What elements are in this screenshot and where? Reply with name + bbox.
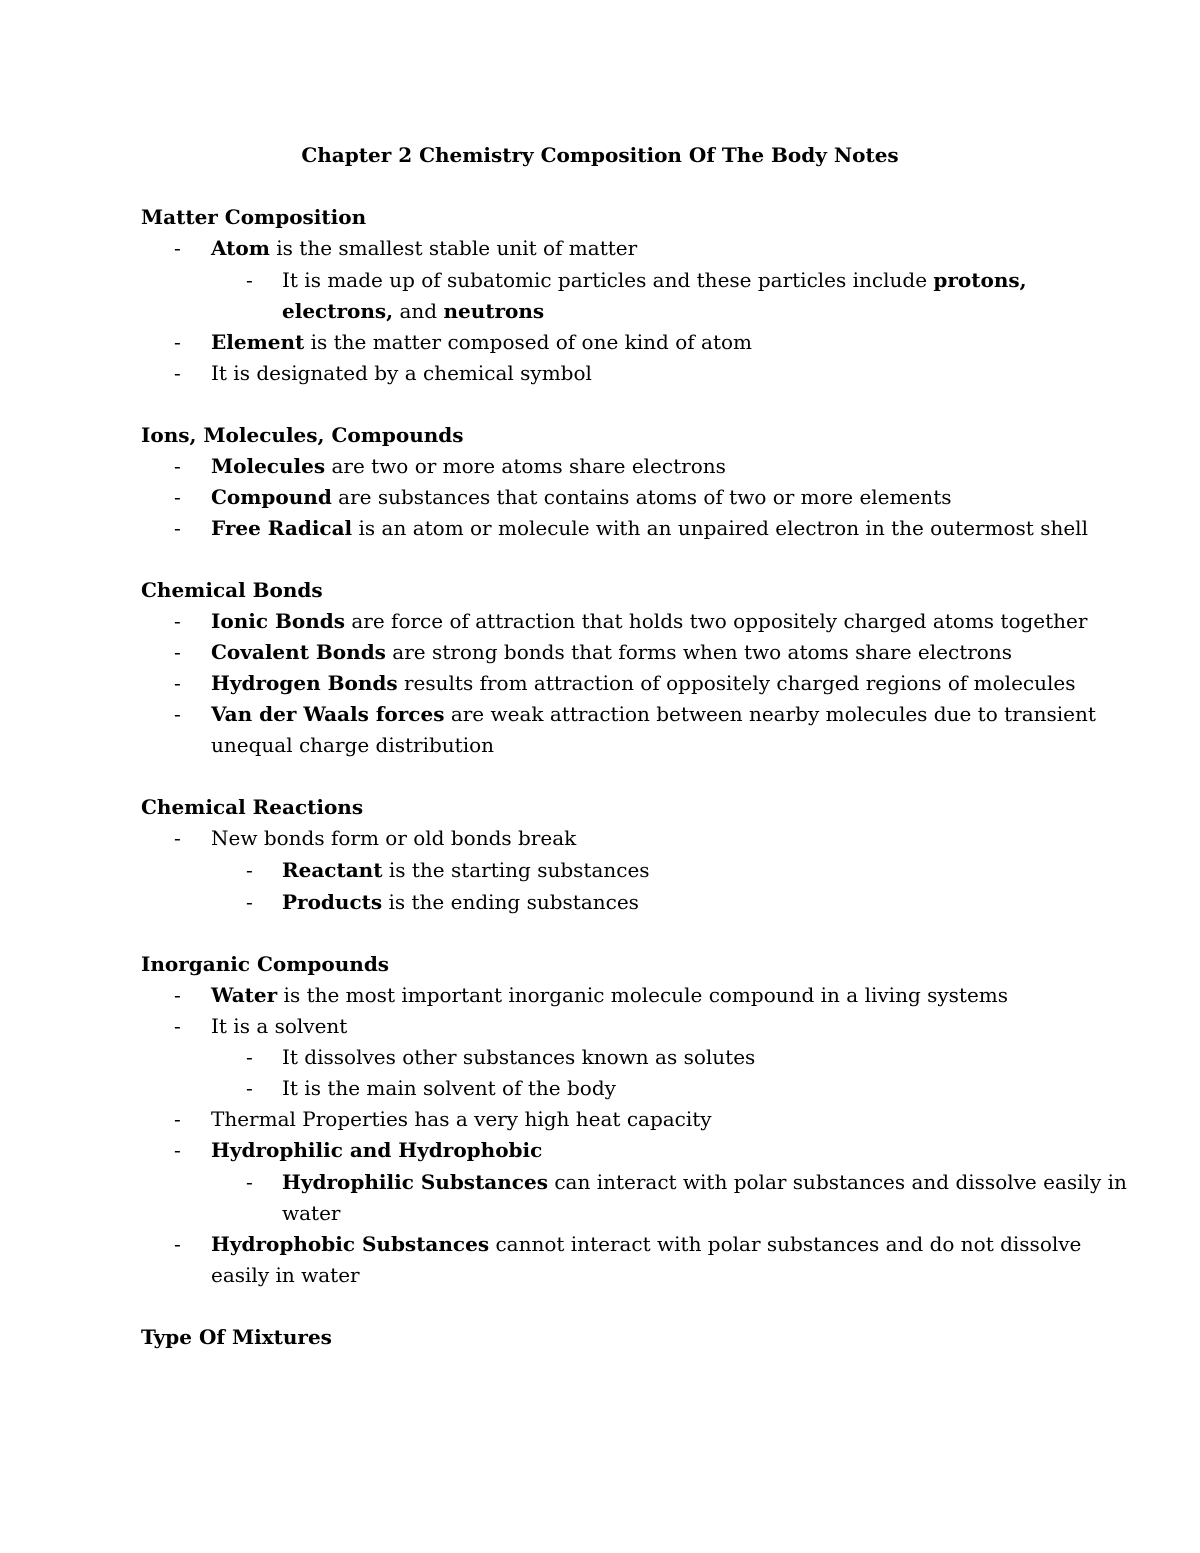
bullet-dash: - [246,1170,253,1194]
list-item: Hydrophobic Substances cannot interact with polar substances and do not dissolve [211,1232,1082,1256]
list-item: Hydrogen Bonds results from attraction of oppositely charged regions of molecules [211,671,1076,695]
bullet-dash: - [174,330,181,354]
list-item: Covalent Bonds are strong bonds that forms when two atoms share electrons [211,640,1012,664]
bullet-dash: - [174,983,181,1007]
list-item: Thermal Properties has a very high heat capacity [211,1107,712,1131]
list-item: New bonds form or old bonds break [211,826,577,850]
list-item: Products is the ending substances [282,890,639,914]
bullet-dash: - [174,1107,181,1131]
bullet-dash: - [174,826,181,850]
bullet-dash: - [174,609,181,633]
document-title: Chapter 2 Chemistry Composition Of The Body Notes [301,143,899,167]
list-item-continuation: water [282,1201,341,1225]
bullet-dash: - [246,1076,253,1100]
bullet-dash: - [246,268,253,292]
bullet-dash: - [246,1045,253,1069]
section-heading-type-of-mixtures: Type Of Mixtures [141,1325,332,1349]
list-item: It is made up of subatomic particles and these particles include protons, [282,268,1027,292]
bullet-dash: - [174,485,181,509]
list-item: Ionic Bonds are force of attraction that holds two oppositely charged atoms together [211,609,1088,633]
list-item: It is a solvent [211,1014,348,1038]
list-item: Free Radical is an atom or molecule with an unpaired electron in the outermost shell [211,516,1088,540]
list-item-continuation: easily in water [211,1263,360,1287]
section-heading-ions-molecules-compounds: Ions, Molecules, Compounds [141,423,464,447]
bullet-dash: - [174,516,181,540]
list-item-continuation: electrons, and neutrons [282,299,545,323]
bullet-dash: - [174,454,181,478]
list-item: Molecules are two or more atoms share electrons [211,454,726,478]
list-item: Atom is the smallest stable unit of matter [211,236,638,260]
bullet-dash: - [174,640,181,664]
section-heading-chemical-bonds: Chemical Bonds [141,578,323,602]
bullet-dash: - [174,236,181,260]
list-item: Van der Waals forces are weak attraction between nearby molecules due to transient [211,702,1096,726]
list-item-continuation: unequal charge distribution [211,733,495,757]
bullet-dash: - [174,1014,181,1038]
bullet-dash: - [246,890,253,914]
list-item: Reactant is the starting substances [282,858,650,882]
list-item: Compound are substances that contains atoms of two or more elements [211,485,952,509]
list-item: It is designated by a chemical symbol [211,361,592,385]
bullet-dash: - [174,1138,181,1162]
bullet-dash: - [174,1232,181,1256]
section-heading-chemical-reactions: Chemical Reactions [141,795,364,819]
bullet-dash: - [174,702,181,726]
section-heading-inorganic-compounds: Inorganic Compounds [141,952,390,976]
list-item: It dissolves other substances known as solutes [282,1045,756,1069]
list-item: Hydrophilic Substances can interact with polar substances and dissolve easily in [282,1170,1127,1194]
bullet-dash: - [246,858,253,882]
list-item: Water is the most important inorganic molecule compound in a living systems [211,983,1009,1007]
bullet-dash: - [174,361,181,385]
list-item: It is the main solvent of the body [282,1076,616,1100]
bullet-dash: - [174,671,181,695]
list-item: Element is the matter composed of one kind of atom [211,330,752,354]
list-item: Hydrophilic and Hydrophobic [211,1138,543,1162]
section-heading-matter-composition: Matter Composition [141,205,367,229]
